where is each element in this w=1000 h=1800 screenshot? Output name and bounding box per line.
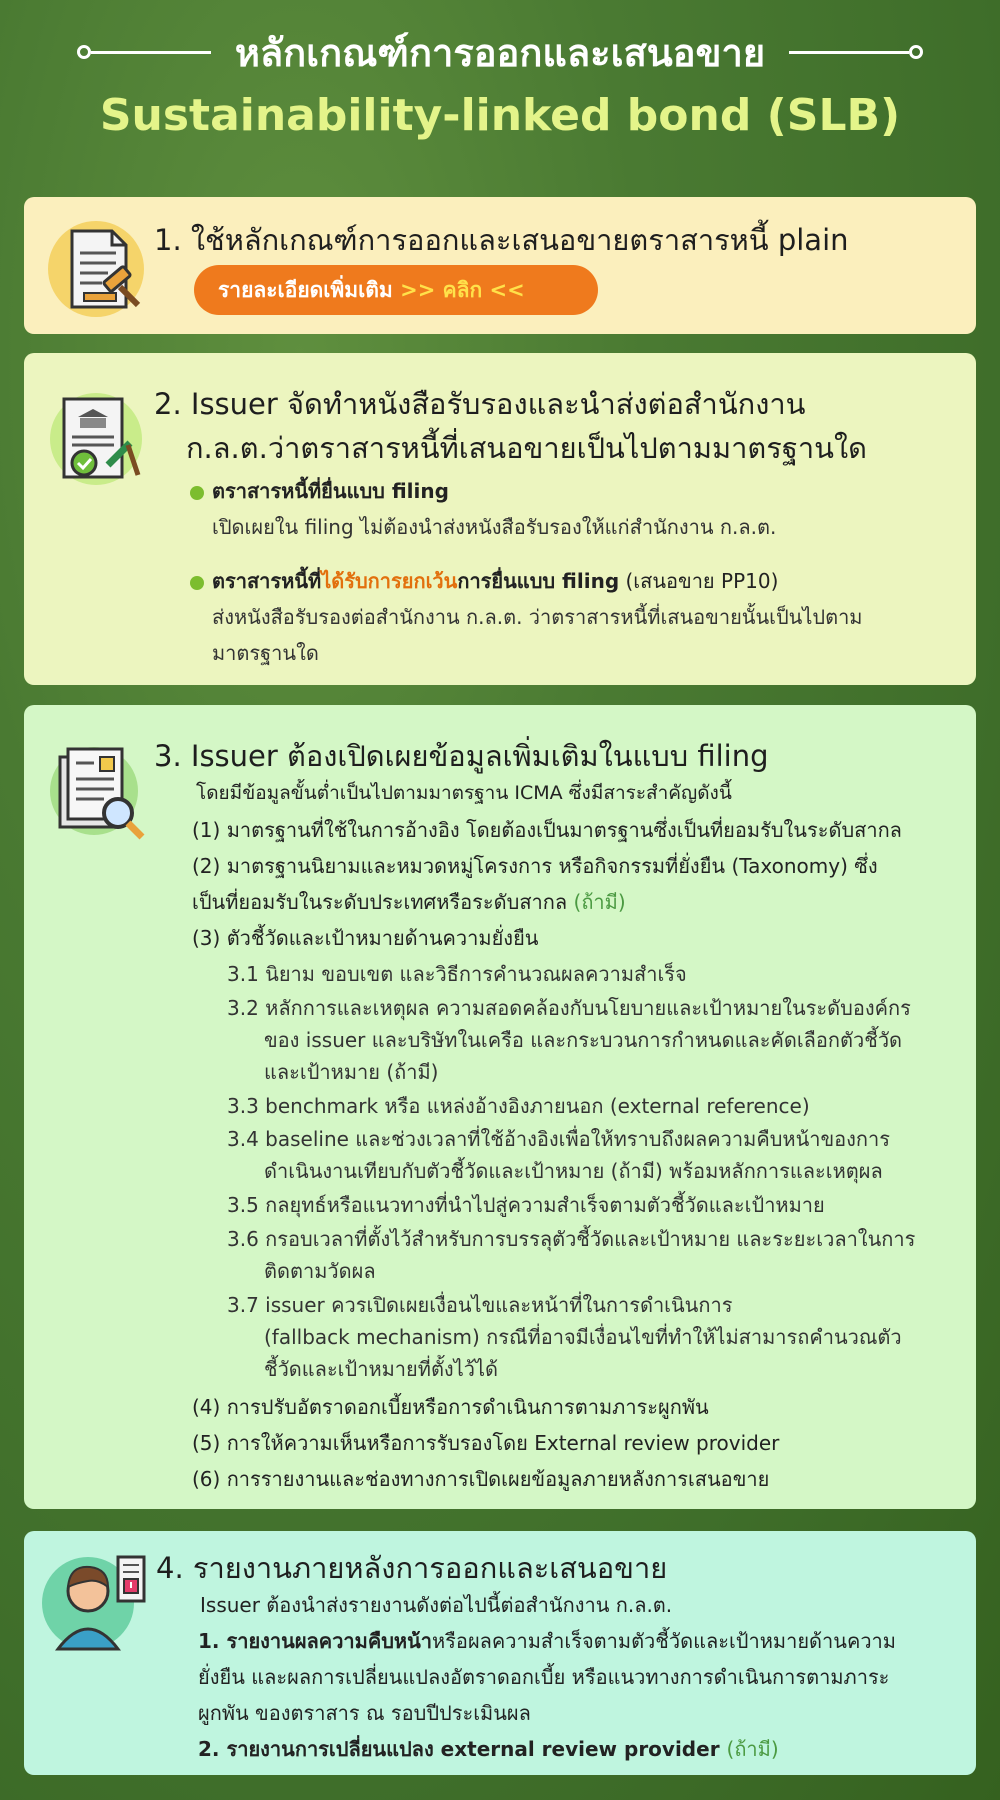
section-3-intro: โดยมีข้อมูลขั้นต่ำเป็นไปตามมาตรฐาน ICMA ซึ่งมีสาระสำคัญดังนี้ xyxy=(196,782,732,804)
title-row xyxy=(0,22,1000,82)
sub-item-3-3: 3.3 benchmark หรือ แหล่งอ้างอิงภายนอก (external reference) xyxy=(227,1094,810,1118)
bullet-exempt-text-2: มาตรฐานใด xyxy=(212,641,319,665)
sub-item-3-1: 3.1 นิยาม ขอบเขต และวิธีการคำนวณผลความสำเร็จ xyxy=(227,962,687,986)
section-3-heading: 3. Issuer ต้องเปิดเผยข้อมูลเพิ่มเติมในแบบ filing xyxy=(154,739,769,773)
report-2-title: 2. รายงานการเปลี่ยนแปลง external review provider xyxy=(198,1737,727,1761)
sub-item-3-2-line-2: ของ issuer และบริษัทในเครือ และกระบวนการกำหนดและคัดเลือกตัวชี้วัด xyxy=(264,1028,903,1052)
document-magnifier-icon xyxy=(38,735,158,855)
section-1-card xyxy=(24,197,976,334)
bullet-exempt-title-c: การยื่นแบบ filing xyxy=(457,569,620,593)
section-2-heading-line-2: ก.ล.ต.ว่าตราสารหนี้ที่เสนอขายเป็นไปตามมาตรฐานใด xyxy=(186,431,867,465)
bullet-dot-icon xyxy=(190,576,204,590)
bullet-exempt xyxy=(190,563,778,599)
page-title-english: Sustainability-linked bond (SLB) xyxy=(99,90,901,141)
left-decoration xyxy=(77,45,211,59)
sub-item-3-7-line-2: (fallback mechanism) กรณีที่อาจมีเงื่อนไขที่ทำให้ไม่สามารถคำนวณตัว xyxy=(264,1325,902,1349)
section-2-heading-line-1: 2. Issuer จัดทำหนังสือรับรองและนำส่งต่อสำนักงาน xyxy=(154,387,806,421)
bullet-dot-icon xyxy=(190,486,204,500)
criteria-item-1: (1) มาตรฐานที่ใช้ในการอ้างอิง โดยต้องเป็นมาตรฐานซึ่งเป็นที่ยอมรับในระดับสากล xyxy=(192,818,902,842)
sub-item-3-6-line-1: 3.6 กรอบเวลาที่ตั้งไว้สำหรับการบรรลุตัวชี้วัดและเป้าหมาย และระยะเวลาในการ xyxy=(227,1227,916,1251)
criteria-item-3: (3) ตัวชี้วัดและเป้าหมายด้านความยั่งยืน xyxy=(192,926,539,950)
section-1-heading: 1. ใช้หลักเกณฑ์การออกและเสนอขายตราสารหนี้ plain xyxy=(154,223,849,257)
sub-item-3-2-line-1: 3.2 หลักการและเหตุผล ความสอดคล้องกับนโยบายและเป้าหมายในระดับองค์กร xyxy=(227,996,911,1020)
optional-label: (ถ้ามี) xyxy=(573,890,626,914)
header xyxy=(0,22,1000,141)
bullet-exempt-highlight: ได้รับการยกเว้น xyxy=(321,569,458,593)
sub-item-3-5: 3.5 กลยุทธ์หรือแนวทางที่นำไปสู่ความสำเร็จตามตัวชี้วัดและเป้าหมาย xyxy=(227,1193,825,1217)
person-report-icon xyxy=(38,1541,158,1661)
sub-item-3-7-line-1: 3.7 issuer ควรเปิดเผยเงื่อนไขและหน้าที่ในการดำเนินการ xyxy=(227,1293,733,1317)
click-link-label: >> คลิก << xyxy=(400,278,525,302)
bullet-filing-title: ตราสารหนี้ที่ยื่นแบบ filing xyxy=(212,479,449,503)
report-1-rest: หรือผลความสำเร็จตามตัวชี้วัดและเป้าหมายด้านความ xyxy=(432,1629,896,1653)
report-1-line-2: ยั่งยืน และผลการเปลี่ยนแปลงอัตราดอกเบี้ย หรือแนวทางการดำเนินการตามภาระ xyxy=(198,1665,890,1689)
criteria-item-2-line-2 xyxy=(192,884,626,920)
report-1-line-1 xyxy=(198,1623,896,1659)
page-title-thai: หลักเกณฑ์การออกและเสนอขาย xyxy=(234,30,766,75)
criteria-item-2-text: เป็นที่ยอมรับในระดับประเทศหรือระดับสากล xyxy=(192,890,574,914)
section-4-intro: Issuer ต้องนำส่งรายงานดังต่อไปนี้ต่อสำนักงาน ก.ล.ต. xyxy=(200,1593,673,1617)
section-4-card xyxy=(24,1531,976,1775)
certificate-check-icon xyxy=(38,381,158,501)
more-details-label: รายละเอียดเพิ่มเติม xyxy=(218,278,401,302)
document-gavel-icon xyxy=(38,207,158,327)
section-4-heading: 4. รายงานภายหลังการออกและเสนอขาย xyxy=(156,1551,668,1585)
section-2-card xyxy=(24,353,976,685)
bullet-filing xyxy=(190,473,449,509)
right-decoration xyxy=(789,45,923,59)
criteria-item-6: (6) การรายงานและช่องทางการเปิดเผยข้อมูลภายหลังการเสนอขาย xyxy=(192,1467,770,1491)
bullet-exempt-text-1: ส่งหนังสือรับรองต่อสำนักงาน ก.ล.ต. ว่าตราสารหนี้ที่เสนอขายนั้นเป็นไปตาม xyxy=(212,605,863,629)
sub-item-3-7-line-3: ชี้วัดและเป้าหมายที่ตั้งไว้ได้ xyxy=(264,1357,499,1381)
sub-item-3-2-line-3: และเป้าหมาย (ถ้ามี) xyxy=(264,1060,439,1084)
report-1-line-3: ผูกพัน ของตราสาร ณ รอบปีประเมินผล xyxy=(198,1701,531,1725)
sub-item-3-4-line-2: ดำเนินงานเทียบกับตัวชี้วัดและเป้าหมาย (ถ้ามี) พร้อมหลักการและเหตุผล xyxy=(264,1159,883,1183)
section-3-card xyxy=(24,705,976,1509)
bullet-filing-text: เปิดเผยใน filing ไม่ต้องนำส่งหนังสือรับรองให้แก่สำนักงาน ก.ล.ต. xyxy=(212,515,777,539)
criteria-item-2-line-1: (2) มาตรฐานนิยามและหมวดหมู่โครงการ หรือกิจกรรมที่ยั่งยืน (Taxonomy) ซึ่ง xyxy=(192,854,878,878)
bullet-exempt-title-d: (เสนอขาย PP10) xyxy=(619,569,779,593)
sub-item-3-6-line-2: ติดตามวัดผล xyxy=(264,1259,376,1283)
report-2-line xyxy=(198,1731,779,1767)
optional-label: (ถ้ามี) xyxy=(726,1737,779,1761)
report-1-title: 1. รายงานผลความคืบหน้า xyxy=(198,1629,432,1653)
sub-item-3-4-line-1: 3.4 baseline และช่วงเวลาที่ใช้อ้างอิงเพื่อให้ทราบถึงผลความคืบหน้าของการ xyxy=(227,1127,891,1151)
criteria-item-4: (4) การปรับอัตราดอกเบี้ยหรือการดำเนินการตามภาระผูกพัน xyxy=(192,1395,709,1419)
more-details-button[interactable] xyxy=(194,265,598,315)
bullet-exempt-title-a: ตราสารหนี้ที่ xyxy=(212,569,322,593)
criteria-item-5: (5) การให้ความเห็นหรือการรับรองโดย External review provider xyxy=(192,1431,780,1455)
